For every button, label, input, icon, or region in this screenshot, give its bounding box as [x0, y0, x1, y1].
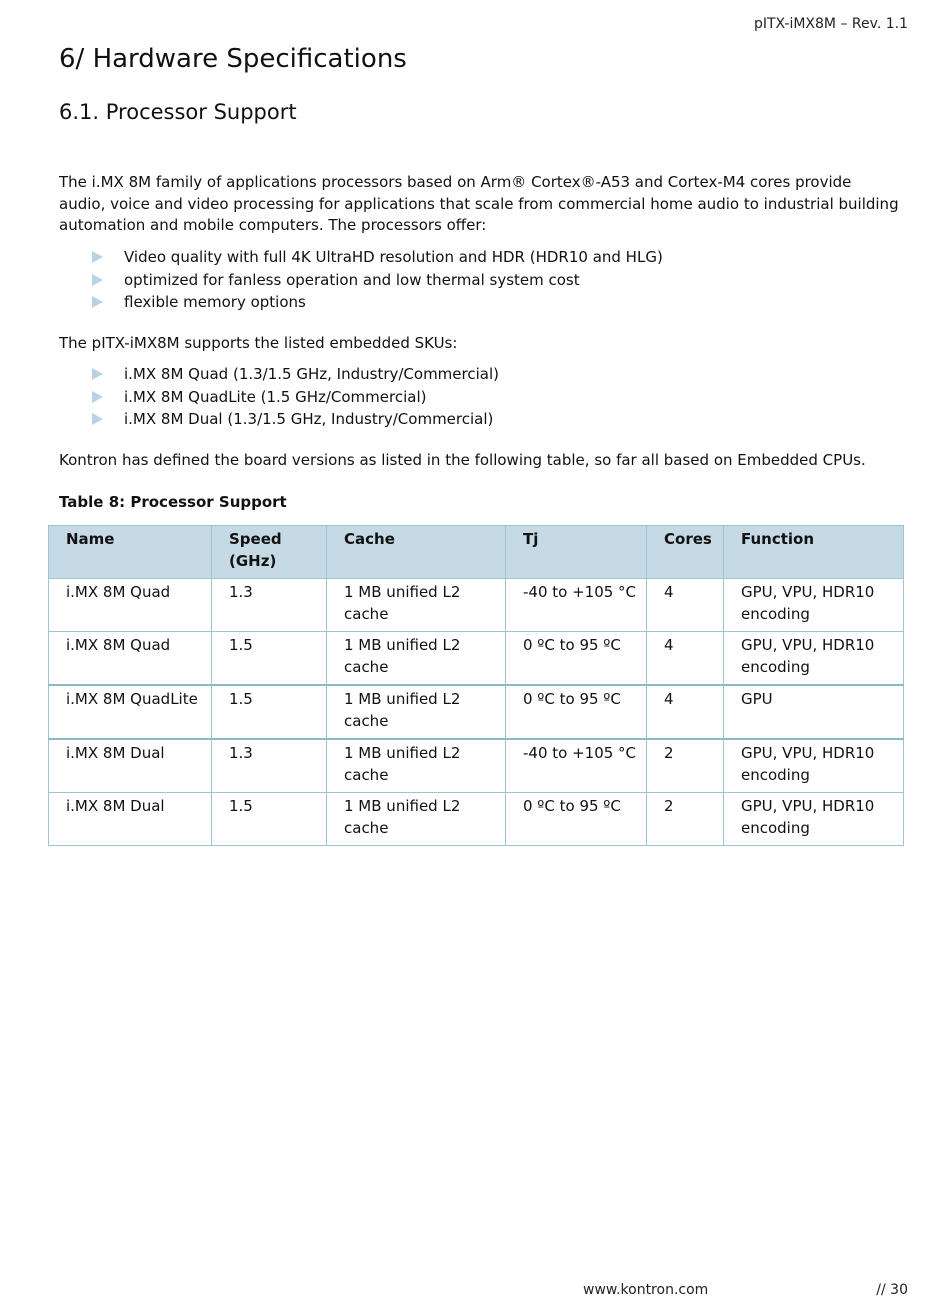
list-item: flexible memory options — [90, 291, 663, 314]
cell-function: GPU — [724, 685, 904, 739]
bullet-triangle-icon — [92, 251, 103, 263]
cell-cores: 2 — [647, 793, 724, 846]
column-header-cache: Cache — [327, 526, 506, 579]
bullet-triangle-icon — [92, 296, 103, 308]
cell-cache: 1 MB unified L2 cache — [327, 793, 506, 846]
intro-paragraph: The i.MX 8M family of applications processors based on Arm® Cortex®-A53 and Cortex-M4 cores provide audio, voice and video processing for applications that scale from commercial home audio to industrial building automation and mobile computers. The processors offer: — [59, 173, 899, 234]
cell-tj: -40 to +105 °C — [506, 739, 647, 793]
table-row — [49, 685, 904, 739]
list-item: i.MX 8M QuadLite (1.5 GHz/Commercial) — [90, 386, 499, 409]
section-title: 6/ Hardware Specifications — [59, 44, 407, 74]
column-header-function: Function — [724, 526, 904, 579]
list-item: i.MX 8M Dual (1.3/1.5 GHz, Industry/Commercial) — [90, 408, 499, 431]
cell-cache: 1 MB unified L2 cache — [327, 632, 506, 686]
cell-tj: -40 to +105 °C — [506, 579, 647, 632]
footer-url-link[interactable]: www.kontron.com — [583, 1282, 709, 1298]
cell-function: GPU, VPU, HDR10 encoding — [724, 579, 904, 632]
bullet-triangle-icon — [92, 391, 103, 403]
bullet-triangle-icon — [92, 368, 103, 380]
cell-cache: 1 MB unified L2 cache — [327, 739, 506, 793]
processor-support-table — [48, 525, 904, 846]
cell-function: GPU, VPU, HDR10 encoding — [724, 632, 904, 686]
cell-name: i.MX 8M Dual — [49, 739, 212, 793]
cell-cache: 1 MB unified L2 cache — [327, 685, 506, 739]
offers-list — [90, 246, 663, 314]
column-header-tj: Tj — [506, 526, 647, 579]
cell-tj: 0 ºC to 95 ºC — [506, 685, 647, 739]
cell-speed: 1.3 — [212, 739, 327, 793]
bullet-triangle-icon — [92, 274, 103, 286]
skus-intro: The pITX-iMX8M supports the listed embedded SKUs: — [59, 334, 458, 352]
table-row — [49, 579, 904, 632]
cell-cores: 4 — [647, 685, 724, 739]
page-number: // 30 — [876, 1282, 908, 1298]
cell-cores: 2 — [647, 739, 724, 793]
table-row — [49, 739, 904, 793]
table-row — [49, 793, 904, 846]
cell-name: i.MX 8M Quad — [49, 579, 212, 632]
table-caption: Table 8: Processor Support — [59, 493, 287, 511]
column-header-name: Name — [49, 526, 212, 579]
cell-function: GPU, VPU, HDR10 encoding — [724, 739, 904, 793]
list-item: Video quality with full 4K UltraHD resolution and HDR (HDR10 and HLG) — [90, 246, 663, 269]
cell-speed: 1.5 — [212, 632, 327, 686]
skus-list — [90, 363, 499, 431]
list-item: i.MX 8M Quad (1.3/1.5 GHz, Industry/Commercial) — [90, 363, 499, 386]
cell-speed: 1.3 — [212, 579, 327, 632]
section-subtitle: 6.1. Processor Support — [59, 100, 297, 124]
cell-function: GPU, VPU, HDR10 encoding — [724, 793, 904, 846]
bullet-triangle-icon — [92, 413, 103, 425]
cell-name: i.MX 8M Dual — [49, 793, 212, 846]
cell-tj: 0 ºC to 95 ºC — [506, 632, 647, 686]
cell-name: i.MX 8M QuadLite — [49, 685, 212, 739]
versions-intro: Kontron has defined the board versions as listed in the following table, so far all based on Embedded CPUs. — [59, 451, 866, 469]
table-header-row — [49, 526, 904, 579]
column-header-speed: Speed (GHz) — [212, 526, 327, 579]
table-row — [49, 632, 904, 686]
cell-speed: 1.5 — [212, 793, 327, 846]
cell-cores: 4 — [647, 579, 724, 632]
cell-speed: 1.5 — [212, 685, 327, 739]
cell-tj: 0 ºC to 95 ºC — [506, 793, 647, 846]
column-header-cores: Cores — [647, 526, 724, 579]
document-revision: pITX-iMX8M – Rev. 1.1 — [753, 16, 908, 32]
cell-name: i.MX 8M Quad — [49, 632, 212, 686]
cell-cores: 4 — [647, 632, 724, 686]
list-item: optimized for fanless operation and low thermal system cost — [90, 269, 663, 292]
cell-cache: 1 MB unified L2 cache — [327, 579, 506, 632]
